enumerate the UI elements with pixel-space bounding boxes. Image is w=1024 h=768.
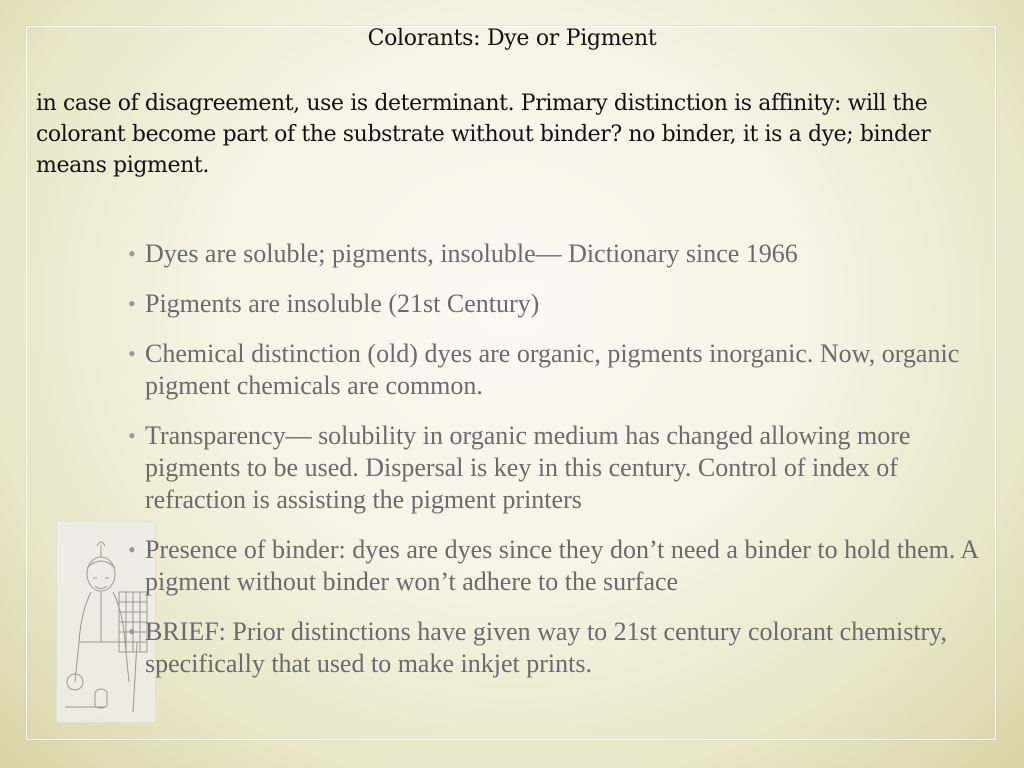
bullet-item xyxy=(128,238,988,270)
bullet-text: Presence of binder: dyes are dyes since they don’t need a binder to hold them. A pigment without binder won’t adhere to the surface xyxy=(145,535,978,596)
bullet-item xyxy=(128,616,988,680)
bullet-text: Pigments are insoluble (21st Century) xyxy=(145,289,540,318)
bullet-item xyxy=(128,288,988,320)
bullet-dot: • xyxy=(128,291,136,316)
bullet-dot: • xyxy=(128,537,136,562)
bullet-dot: • xyxy=(128,241,136,266)
bullet-text: Chemical distinction (old) dyes are organic, pigments inorganic. Now, organic pigment chemicals are common. xyxy=(145,339,960,400)
bullet-text: Transparency— solubility in organic medium has changed allowing more pigments to be used. Dispersal is key in this century. Control of index of refraction is assisting the pigment printers xyxy=(145,421,911,514)
bullet-dot: • xyxy=(128,341,136,366)
bullet-list xyxy=(128,238,988,698)
bullet-dot: • xyxy=(128,423,136,448)
bullet-text: Dyes are soluble; pigments, insoluble— Dictionary since 1966 xyxy=(145,239,798,268)
bullet-dot: • xyxy=(128,619,136,644)
bullet-item xyxy=(128,534,988,598)
intro-paragraph: in case of disagreement, use is determinant. Primary distinction is affinity: will the colorant become part of the substrate without binder? no binder, it is a dye; binder means pigment. xyxy=(36,91,931,178)
bullet-text: BRIEF: Prior distinctions have given way to 21st century colorant chemistry, specifically that used to make inkjet prints. xyxy=(145,617,948,678)
bullet-item xyxy=(128,338,988,402)
slide-title: Colorants: Dye or Pigment xyxy=(367,26,657,51)
bullet-item xyxy=(128,420,988,516)
